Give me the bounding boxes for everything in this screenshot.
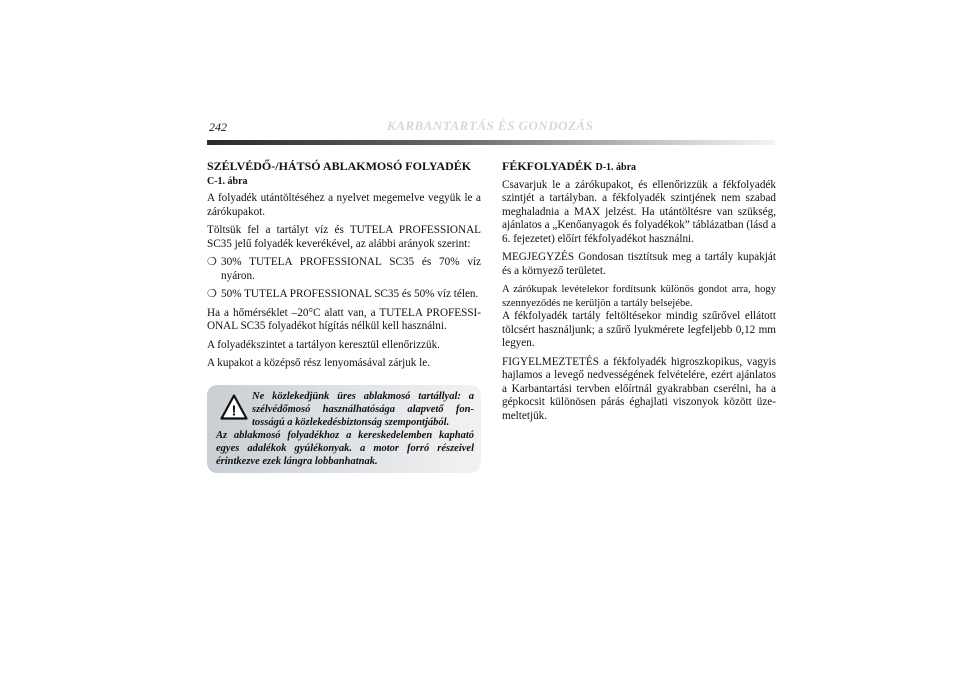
list-item	[207, 288, 481, 302]
circle-bullet-icon: ❍	[207, 288, 217, 300]
warning-box	[207, 385, 481, 473]
heading-text: SZÉLVÉDŐ-/HÁTSÓ ABLAKMOSÓ FOLYADÉK	[207, 159, 472, 173]
left-column	[207, 160, 481, 376]
warning-line-flammable: Az ablakmosó folyadékhoz a kereskedelemben kapható egyes adalékok gyúlékonyak. a motor forró részeivel érintkezve ezek lángra lobbanhatnak.	[216, 430, 474, 467]
figure-reference: C-1. ábra	[207, 175, 248, 187]
list-item-text: 30% TUTELA PROFESSIONAL SC35 és 70% víz nyáron.	[221, 256, 481, 282]
paragraph: Ha a hőmérséklet –20°C alatt van, a TUTELA PROFESSI-ONAL SC35 folyadékot hígítás nélkül kell használni.	[207, 306, 481, 332]
section-heading-washer-fluid	[207, 160, 481, 188]
paragraph: A folyadékszintet a tartályon keresztül ellenőrizzük.	[207, 338, 440, 351]
paragraph: A zárókupak levételekor fordítsunk különös gondot arra, hogy szennyeződés ne kerüljön a tartály belsejébe.	[502, 284, 776, 309]
warning-line-empty-tank: Ne közlekedjünk üres ablakmosó tartállyal: a szélvédőmosó használhatósága alapvető fon-tosságú a közlekedésbiztonság szempontjából.	[252, 391, 474, 428]
paragraph: Töltsük fel a tartályt víz és TUTELA PROFESSIONAL SC35 jelű folyadék keverékével, az alábbi arányok szerint:	[207, 224, 481, 250]
circle-bullet-icon: ❍	[207, 256, 217, 268]
paragraph: A kupakot a középső rész lenyomásával zárjuk le.	[207, 357, 431, 369]
list-item	[207, 256, 481, 283]
page-header	[207, 118, 775, 138]
header-rule	[207, 140, 775, 145]
right-column	[502, 160, 776, 428]
paragraph: A folyadék utántöltéséhez a nyelvet megemelve vegyük le a zárókupakot.	[207, 192, 481, 218]
heading-text: FÉKFOLYADÉK	[502, 159, 593, 173]
list-item-text: 50% TUTELA PROFESSIONAL SC35 és 50% víz télen.	[221, 288, 479, 300]
section-heading-brake-fluid	[502, 160, 776, 175]
warning-text	[216, 390, 474, 468]
figure-reference: D-1. ábra	[595, 162, 637, 173]
paragraph: Csavarjuk le a zárókupakot, és ellenőrizzük a fékfolyadék szintjét a tartályban. a fékfolyadék szintjének nem szabad meghaladnia a MAX jelzést. Ha utántöltésre van szükség, ajánlatos a „Kenőanyagok és folyadékok” táblázatban (lásd a 6. fejezetet) előírt fékfolyadékot használni.	[502, 178, 776, 245]
warning-mark: !	[231, 402, 237, 420]
running-title: KARBANTARTÁS ÉS GONDOZÁS	[387, 118, 594, 133]
paragraph: MEGJEGYZÉS Gondosan tisztítsuk meg a tartály kupakját és a környező területet.	[502, 251, 776, 277]
paragraph: FIGYELMEZTETÉS a fékfolyadék higroszkopikus, vagyis hajlamos a levegő nedvességének felvételére, ezért ajánlatos a Karbantartási tervben előírtnál gyakrabban cserélni, ha a gépkocsit különösen párás éghajlati viszonyok között üze-meltetjük.	[502, 355, 776, 422]
paragraph: A fékfolyadék tartály feltöltésekor mindig szűrővel ellátott tölcsért használjunk; a szűrő lyukmérete legfeljebb 0,12 mm legyen.	[502, 310, 776, 349]
page-number: 242	[209, 120, 227, 134]
